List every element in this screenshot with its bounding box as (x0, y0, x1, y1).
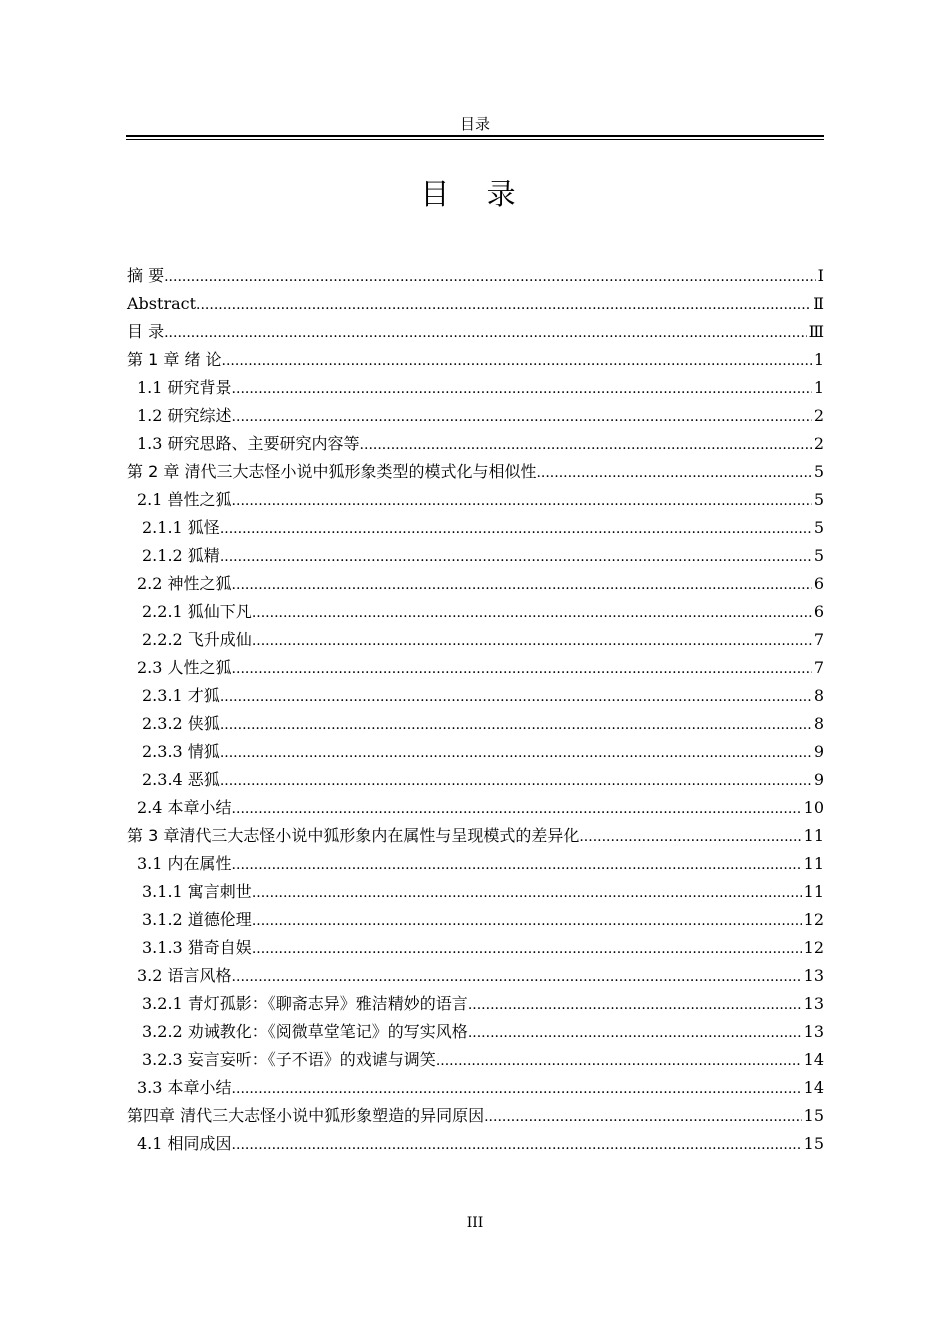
toc-dot-leader (360, 431, 812, 459)
toc-entry-label: 2.3.2 侠狐 (142, 714, 220, 733)
toc-entry-page: 13 (803, 1022, 824, 1041)
toc-entry[interactable] (126, 1074, 824, 1102)
toc-entry-label: 1.1 研究背景 (137, 378, 232, 397)
toc-entry-page: Ⅱ (813, 294, 824, 313)
toc-entry-page: 6 (813, 602, 824, 621)
toc-entry[interactable] (126, 318, 824, 346)
toc-entry[interactable] (126, 458, 824, 486)
toc-entry[interactable] (126, 878, 824, 906)
toc-entry-label: 摘 要 (127, 266, 165, 285)
toc-dot-leader (232, 1075, 802, 1103)
toc-dot-leader (252, 907, 802, 935)
toc-entry-label: 3.1 内在属性 (137, 854, 232, 873)
toc-entry-page: 12 (803, 938, 824, 957)
toc-entry[interactable] (126, 486, 824, 514)
toc-entry[interactable] (126, 290, 824, 318)
toc-entry-page: 11 (803, 882, 824, 901)
toc-entry-page: 11 (803, 854, 824, 873)
toc-entry[interactable] (126, 430, 824, 458)
toc-dot-leader (232, 655, 812, 683)
toc-entry-label: 1.3 研究思路、主要研究内容等 (137, 434, 360, 453)
toc-entry-page: 13 (803, 966, 824, 985)
toc-dot-leader (252, 879, 802, 907)
toc-entry-page: 5 (813, 518, 824, 537)
toc-dot-leader (468, 1019, 802, 1047)
table-of-contents (126, 262, 824, 1158)
toc-dot-leader (220, 683, 812, 711)
toc-entry-label: 第 2 章 清代三大志怪小说中狐形象类型的模式化与相似性 (127, 462, 537, 481)
toc-entry-label: 3.2.3 妄言妄听：《子不语》的戏谑与调笑 (142, 1050, 436, 1069)
toc-dot-leader (232, 795, 802, 823)
toc-entry-page: 9 (813, 770, 824, 789)
toc-entry-page: 13 (803, 994, 824, 1013)
toc-entry[interactable] (126, 598, 824, 626)
toc-entry-label: 1.2 研究综述 (137, 406, 232, 425)
toc-entry-page: 5 (813, 490, 824, 509)
toc-dot-leader (232, 851, 802, 879)
toc-entry[interactable] (126, 822, 824, 850)
toc-dot-leader (196, 291, 811, 319)
toc-entry-page: 8 (813, 714, 824, 733)
toc-entry-label: 2.2 神性之狐 (137, 574, 232, 593)
toc-entry[interactable] (126, 626, 824, 654)
toc-entry-label: 第 1 章 绪 论 (127, 350, 222, 369)
toc-dot-leader (536, 459, 811, 487)
toc-entry-label: 2.3.1 才狐 (142, 686, 220, 705)
toc-entry[interactable] (126, 374, 824, 402)
toc-dot-leader (252, 599, 812, 627)
toc-entry-page: 7 (813, 630, 824, 649)
toc-entry-page: 10 (803, 798, 824, 817)
toc-entry-page: 7 (813, 658, 824, 677)
toc-entry-label: 3.1.3 猎奇自娱 (142, 938, 252, 957)
toc-entry[interactable] (126, 402, 824, 430)
toc-entry-page: 1 (813, 378, 824, 397)
toc-entry-page: 5 (813, 462, 824, 481)
toc-entry-label: 3.3 本章小结 (137, 1078, 232, 1097)
toc-dot-leader (222, 347, 812, 375)
toc-dot-leader (220, 739, 812, 767)
toc-entry-page: 12 (803, 910, 824, 929)
toc-entry-page: 15 (803, 1106, 824, 1125)
running-header: 目录 (459, 115, 490, 133)
toc-entry-label: 4.1 相同成因 (137, 1134, 232, 1153)
toc-dot-leader (164, 319, 806, 347)
toc-dot-leader (164, 263, 816, 291)
toc-entry[interactable] (126, 990, 824, 1018)
toc-entry[interactable] (126, 962, 824, 990)
toc-entry[interactable] (126, 1018, 824, 1046)
toc-dot-leader (220, 515, 812, 543)
toc-entry-label: 目 录 (127, 322, 165, 341)
toc-entry-page: 2 (813, 406, 824, 425)
toc-dot-leader (484, 1103, 802, 1131)
toc-entry-label: 3.1.1 寓言刺世 (142, 882, 252, 901)
toc-entry[interactable] (126, 1102, 824, 1130)
toc-entry-label: 第 3 章清代三大志怪小说中狐形象内在属性与呈现模式的差异化 (127, 826, 580, 845)
toc-dot-leader (468, 991, 802, 1019)
page-number: III (466, 1215, 484, 1231)
toc-entry-page: 9 (813, 742, 824, 761)
toc-dot-leader (252, 627, 812, 655)
toc-entry-page: 14 (803, 1050, 824, 1069)
toc-entry-label: 2.3.3 情狐 (142, 742, 220, 761)
toc-entry-page: 1 (813, 350, 824, 369)
toc-entry[interactable] (126, 1130, 824, 1158)
toc-dot-leader (220, 543, 812, 571)
toc-entry-page: 8 (813, 686, 824, 705)
toc-dot-leader (232, 1131, 802, 1159)
toc-dot-leader (579, 823, 801, 851)
toc-entry[interactable] (126, 794, 824, 822)
toc-entry[interactable] (126, 934, 824, 962)
toc-entry-label: 2.1.2 狐精 (142, 546, 220, 565)
toc-entry[interactable] (126, 850, 824, 878)
toc-entry-label: 2.4 本章小结 (137, 798, 232, 817)
toc-entry-label: 3.2.2 劝诫教化：《阅微草堂笔记》的写实风格 (142, 1022, 468, 1041)
toc-entry-label: 2.3 人性之狐 (137, 658, 232, 677)
page-title: 目 录 (420, 177, 530, 211)
toc-entry-page: Ⅰ (817, 266, 824, 285)
toc-entry[interactable] (126, 1046, 824, 1074)
toc-entry-page: Ⅲ (808, 322, 824, 341)
toc-entry[interactable] (126, 514, 824, 542)
toc-dot-leader (252, 935, 802, 963)
toc-entry[interactable] (126, 710, 824, 738)
toc-dot-leader (220, 767, 812, 795)
toc-dot-leader (232, 963, 802, 991)
toc-entry-label: 2.2.2 飞升成仙 (142, 630, 252, 649)
toc-entry-label: 2.1 兽性之狐 (137, 490, 232, 509)
toc-entry-page: 5 (813, 546, 824, 565)
toc-entry-label: 2.3.4 恶狐 (142, 770, 220, 789)
toc-entry-page: 11 (803, 826, 824, 845)
toc-dot-leader (232, 375, 812, 403)
toc-entry-label: 2.2.1 狐仙下凡 (142, 602, 252, 621)
toc-entry-label: Abstract (127, 294, 197, 313)
toc-entry-label: 第四章 清代三大志怪小说中狐形象塑造的异同原因 (127, 1106, 485, 1125)
toc-dot-leader (232, 571, 812, 599)
toc-entry-page: 15 (803, 1134, 824, 1153)
toc-entry[interactable] (126, 906, 824, 934)
toc-entry-page: 14 (803, 1078, 824, 1097)
toc-dot-leader (232, 403, 812, 431)
header-rule (126, 135, 824, 137)
toc-entry-label: 3.2.1 青灯孤影：《聊斋志异》雅洁精妙的语言 (142, 994, 468, 1013)
toc-dot-leader (436, 1047, 802, 1075)
toc-entry[interactable] (126, 766, 824, 794)
toc-entry-page: 2 (813, 434, 824, 453)
toc-dot-leader (232, 487, 812, 515)
toc-entry-label: 3.1.2 道德伦理 (142, 910, 252, 929)
toc-entry[interactable] (126, 346, 824, 374)
toc-entry-label: 2.1.1 狐怪 (142, 518, 220, 537)
toc-entry[interactable] (126, 542, 824, 570)
toc-entry[interactable] (126, 570, 824, 598)
toc-entry[interactable] (126, 682, 824, 710)
toc-entry[interactable] (126, 262, 824, 290)
header-rule-thin (126, 139, 824, 140)
toc-entry[interactable] (126, 654, 824, 682)
toc-entry-page: 6 (813, 574, 824, 593)
toc-entry-label: 3.2 语言风格 (137, 966, 232, 985)
toc-entry[interactable] (126, 738, 824, 766)
toc-dot-leader (220, 711, 812, 739)
